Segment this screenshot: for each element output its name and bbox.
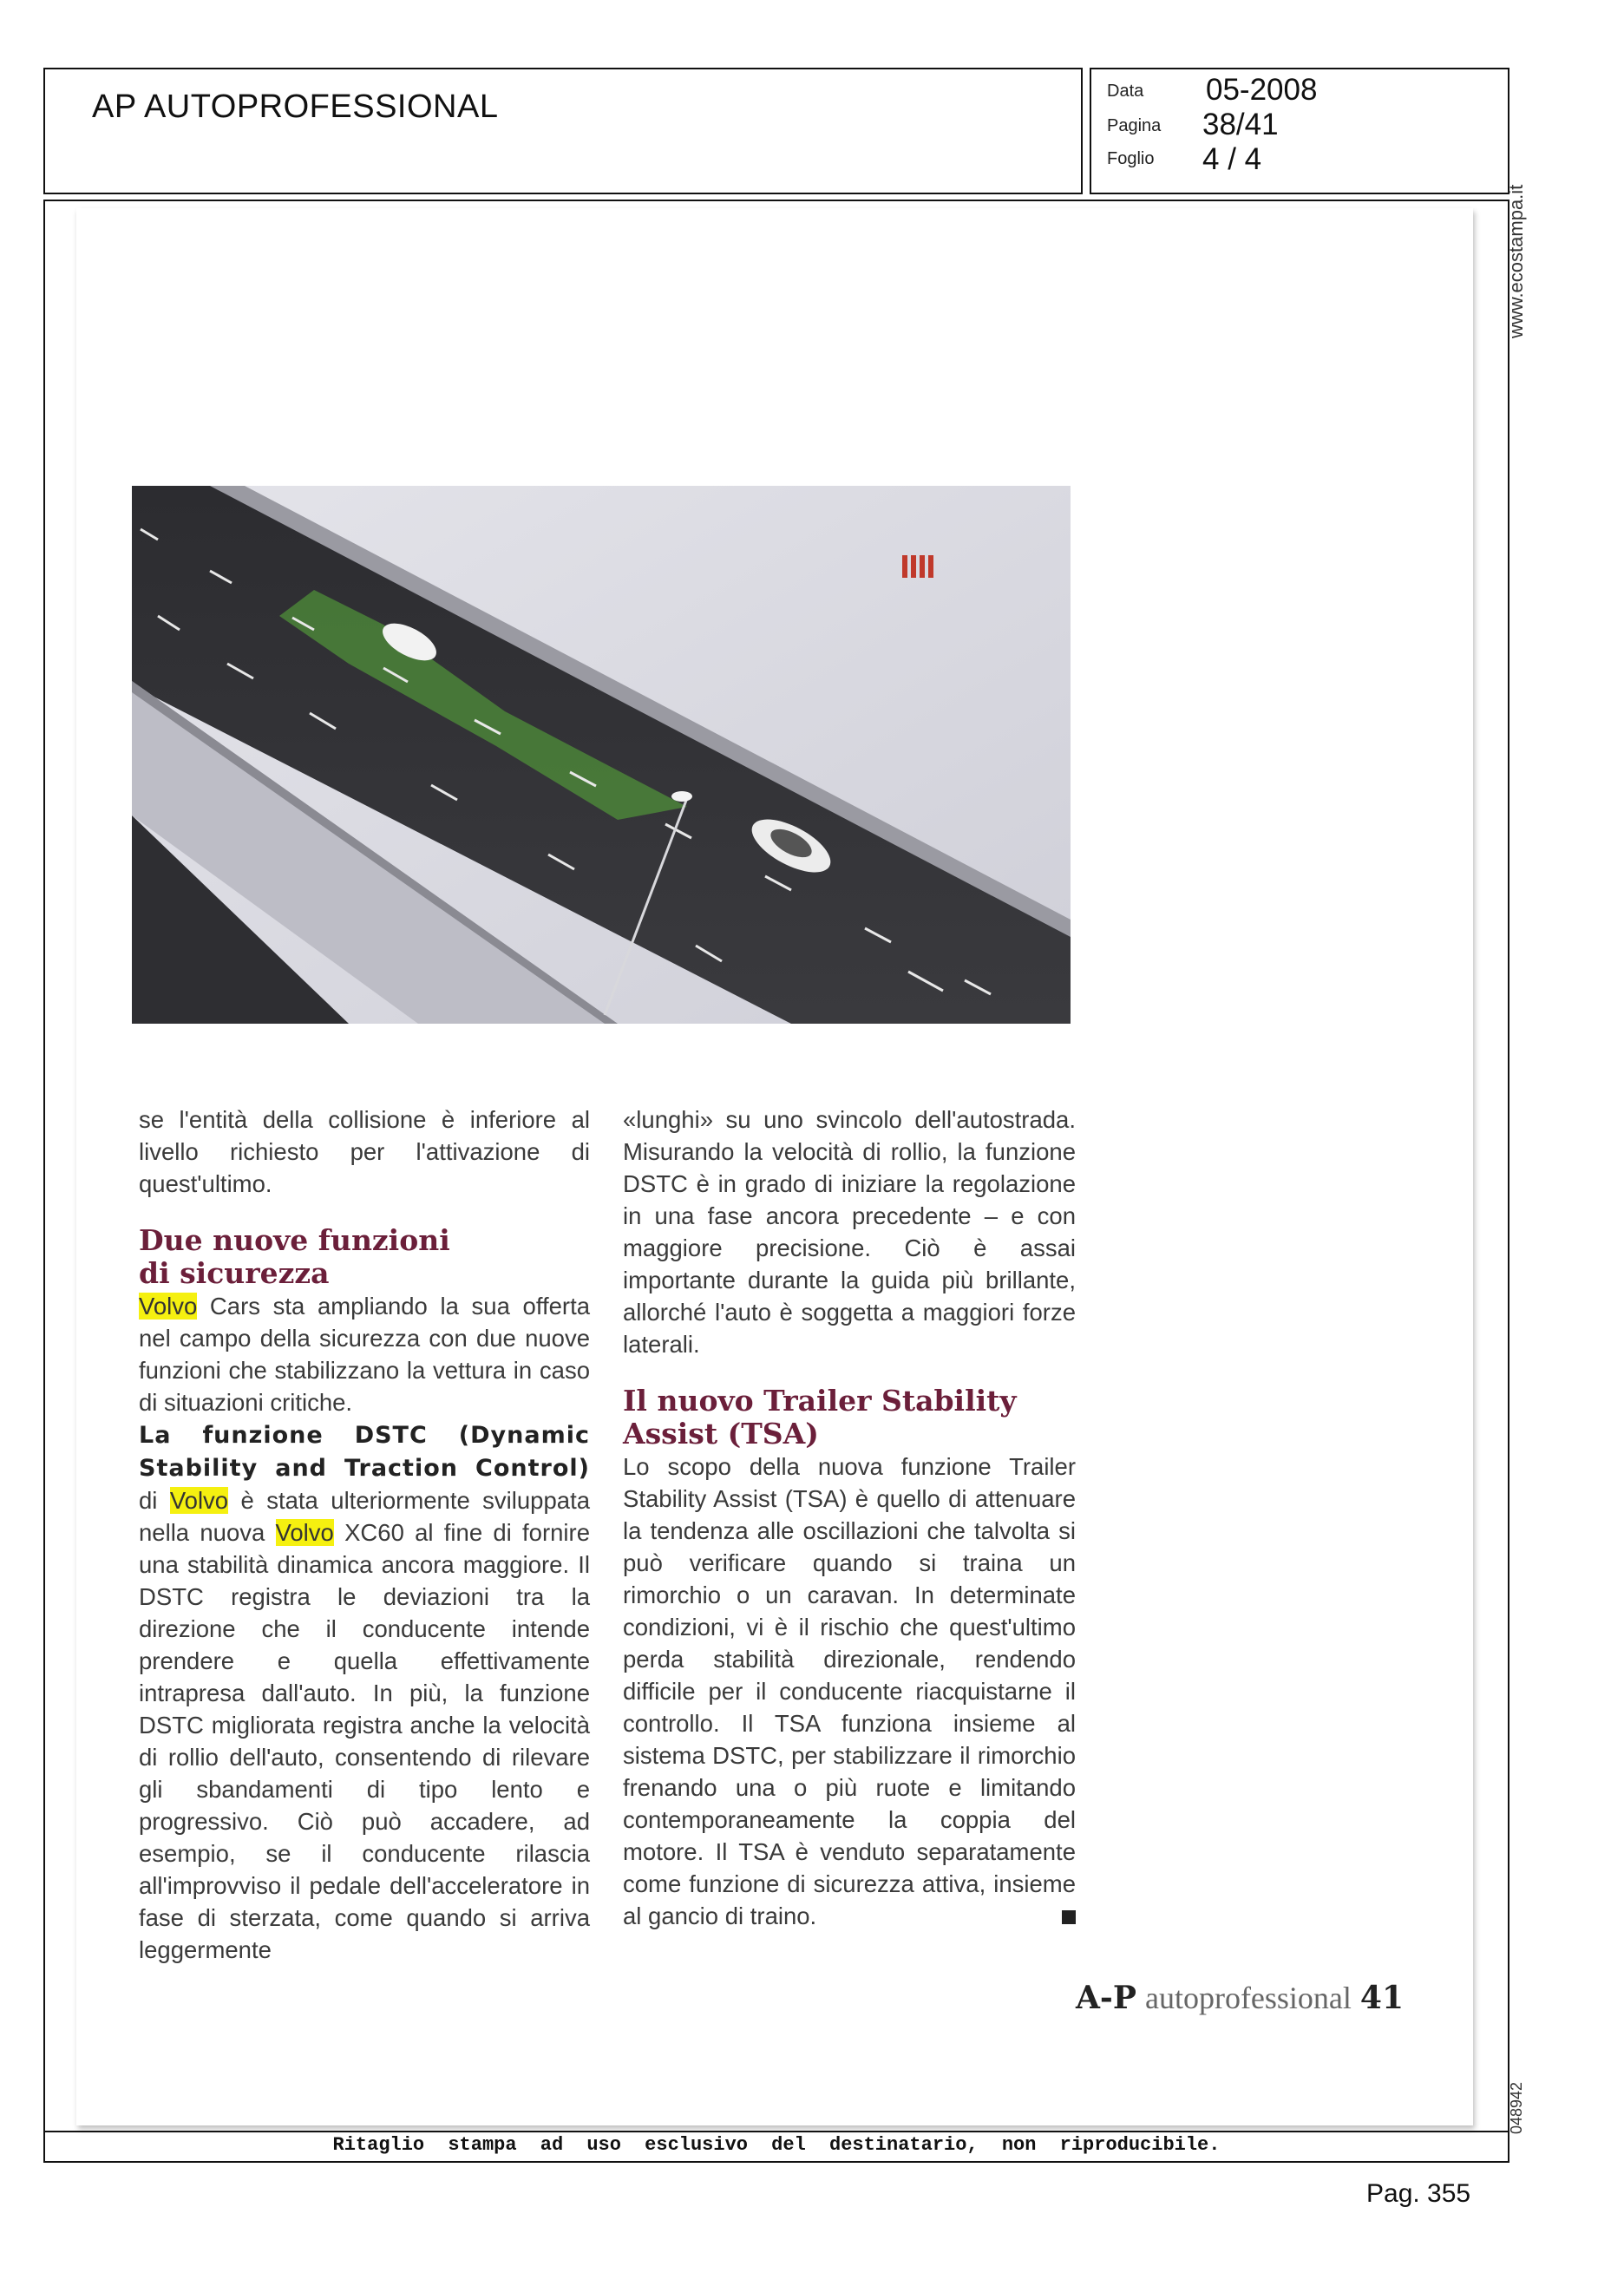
section-heading-2 [623,1385,1076,1451]
highway-photo [132,486,1071,1024]
clip-divider [43,2131,1509,2132]
page-number: 41 [1359,1980,1405,2016]
pagina-value: 38/41 [1202,108,1279,141]
data-label: Data [1107,82,1144,101]
heading1-line2: di sicurezza [139,1256,330,1290]
highlight-volvo: Volvo [169,1487,229,1514]
header-publication-box [43,68,1083,194]
pag-number: Pag. 355 [1366,2179,1471,2208]
brand-ap: A-P [1076,1980,1136,2016]
foglio-label: Foglio [1107,149,1155,168]
paragraph-4-text: Lo scopo della nuova funzione Trailer Stability Assist (TSA) è quello di attenuare la tendenza alle oscillazioni che talvolta si può verificare quando si traina un rimorchio o un caravan. In determinate condizioni, vi è il rischio che quest'ultimo perda stabilità direzionale, rendendo difficile per il conducente riacquistarne il controllo. Il TSA funziona insieme al sistema DSTC, per stabilizzare il rimorchio frenando una o più ruote e limitando contemporaneamente la coppia del motore. Il TSA è venduto separatamente come funzione di sicurezza attiva, insieme al gancio di traino. [623,1453,1076,1929]
foglio-value: 4 / 4 [1202,142,1262,176]
paragraph-1 [139,1290,590,1418]
highlight-volvo: Volvo [275,1519,334,1546]
paragraph-1-text: Cars sta ampliando la sua offerta nel campo della sicurezza con due nuove funzioni che stabilizzano la vettura in caso di situazioni critiche. [139,1293,590,1416]
lead-bold-text: La funzione DSTC (Dynamic Stability and Traction Control) [139,1422,590,1482]
article-column-1 [139,1103,590,1966]
paragraph-3: «lunghi» su uno svincolo dell'autostrada. Misurando la velocità di rollio, la funzione DSTC è in grado di iniziare la regolazione in una fase ancora precedente – e con maggiore precisione. Ciò è assai importante durante la guida più brillante, allorché l'auto è soggetta a maggiori forze laterali. [623,1106,1076,1358]
header-meta-box [1090,68,1509,194]
data-value: 05-2008 [1206,73,1318,107]
pagina-label: Pagina [1107,116,1162,135]
article-column-2 [623,1103,1076,1932]
publication-name: AP AUTOPROFESSIONAL [92,88,499,125]
side-url: www.ecostampa.it [1505,184,1527,338]
paragraph-2-text-b: è stata ulteriormente sviluppata nella nuova [139,1487,591,1546]
footer-brand [1076,1980,1404,2016]
clip-notice: Ritaglio stampa ad uso esclusivo del destinatario, non riproducibile. [332,2134,1221,2156]
heading1-line1: Due nuove funzioni [139,1223,450,1257]
brand-name: autoprofessional [1144,1981,1352,2015]
paragraph-2-text-a: di [139,1487,170,1514]
intro-paragraph: se l'entità della collisione è inferiore al livello richiesto per l'attivazione di quest'ultimo. [139,1106,590,1197]
section-heading-1 [139,1224,590,1290]
heading2-line2: Assist (TSA) [623,1417,819,1451]
end-square-icon [1062,1910,1076,1924]
side-code: 048942 [1508,2081,1525,2134]
paragraph-4 [623,1451,1076,1932]
heading2-line1: Il nuovo Trailer Stability [623,1384,1017,1418]
highlight-volvo: Volvo [139,1293,198,1320]
paragraph-2 [139,1418,590,1966]
paragraph-2-text-c: XC60 al fine di fornire una stabilità dinamica ancora maggiore. Il DSTC registra le deviazioni tra la direzione che il conducente intende prendere e quella effettivamente intrapresa dall'auto. In più, la funzione DSTC migliorata registra anche la velocità di rollio dell'auto, consentendo di rilevare gli sbandamenti di tipo lento e progressivo. Ciò può accadere, ad esempio, se il conducente rilascia all'improvviso il pedale dell'acceleratore in fase di sterzata, come quando si arriva leggermente [139,1519,590,1963]
